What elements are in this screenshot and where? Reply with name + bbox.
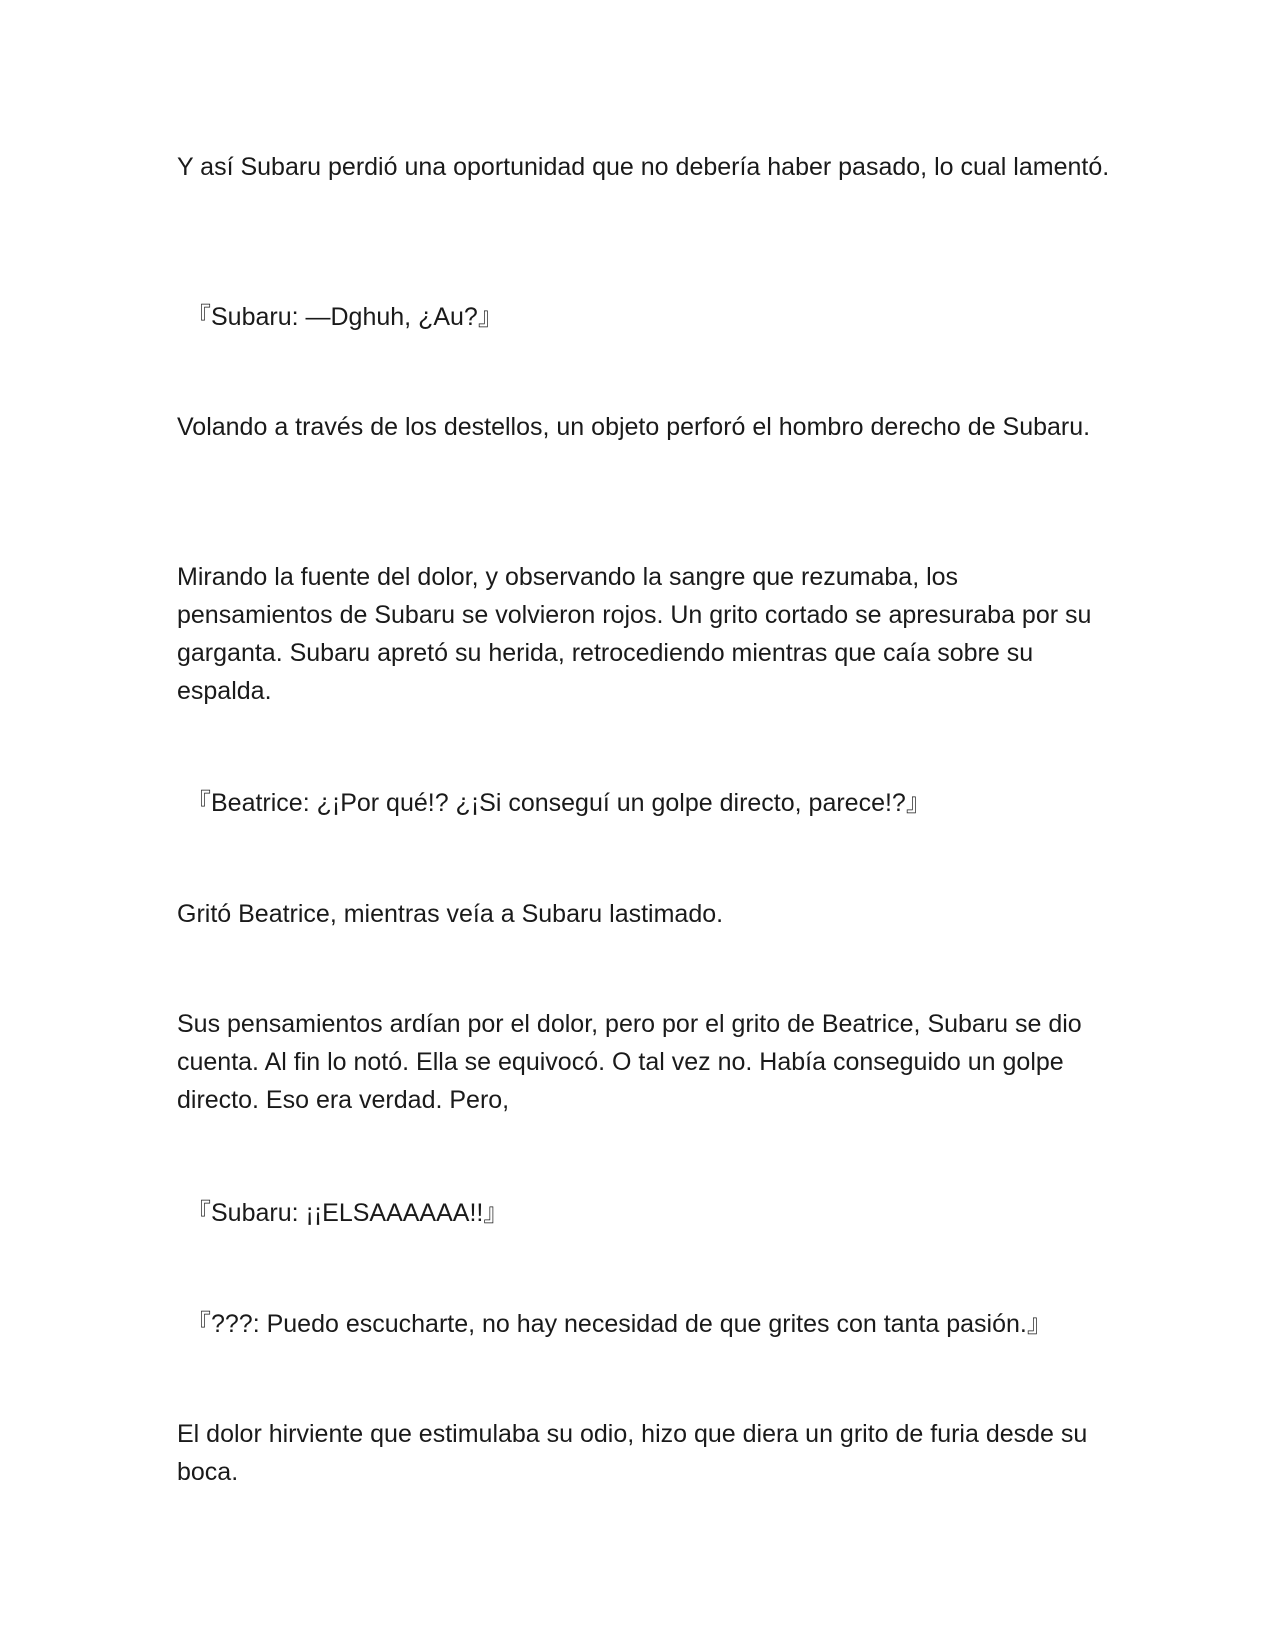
narration-paragraph: Sus pensamientos ardían por el dolor, pero por el grito de Beatrice, Subaru se dio cuenta. Al fin lo notó. Ella se equivocó. O tal vez no. Había conseguido un golpe directo. Eso era verdad. Pero,: [177, 1010, 1082, 1114]
narration-paragraph: Volando a través de los destellos, un objeto perforó el hombro derecho de Subaru.: [177, 413, 1091, 441]
narration-paragraph: Gritó Beatrice, mientras veía a Subaru lastimado.: [177, 900, 724, 928]
narration-paragraph: Y así Subaru perdió una oportunidad que no debería haber pasado, lo cual lamentó.: [177, 153, 1110, 181]
narration-paragraph: Mirando la fuente del dolor, y observando la sangre que rezumaba, los pensamientos de Subaru se volvieron rojos. Un grito cortado se apresuraba por su garganta. Subaru apretó su herida, retrocediendo mientras que caía sobre su espalda.: [177, 563, 1092, 705]
dialogue-line-unknown: 『???: Puedo escucharte, no hay necesidad de que grites con tanta pasión.』: [186, 1310, 1052, 1338]
narration-paragraph: El dolor hirviente que estimulaba su odio, hizo que diera un grito de furia desde su boca.: [177, 1420, 1088, 1486]
dialogue-line-subaru: 『Subaru: —Dghuh, ¿Au?』: [186, 303, 503, 331]
dialogue-line-subaru: 『Subaru: ¡¡ELSAAAAAA!!』: [186, 1199, 509, 1227]
dialogue-line-beatrice: 『Beatrice: ¿¡Por qué!? ¿¡Si conseguí un golpe directo, parece!?』: [186, 789, 931, 817]
